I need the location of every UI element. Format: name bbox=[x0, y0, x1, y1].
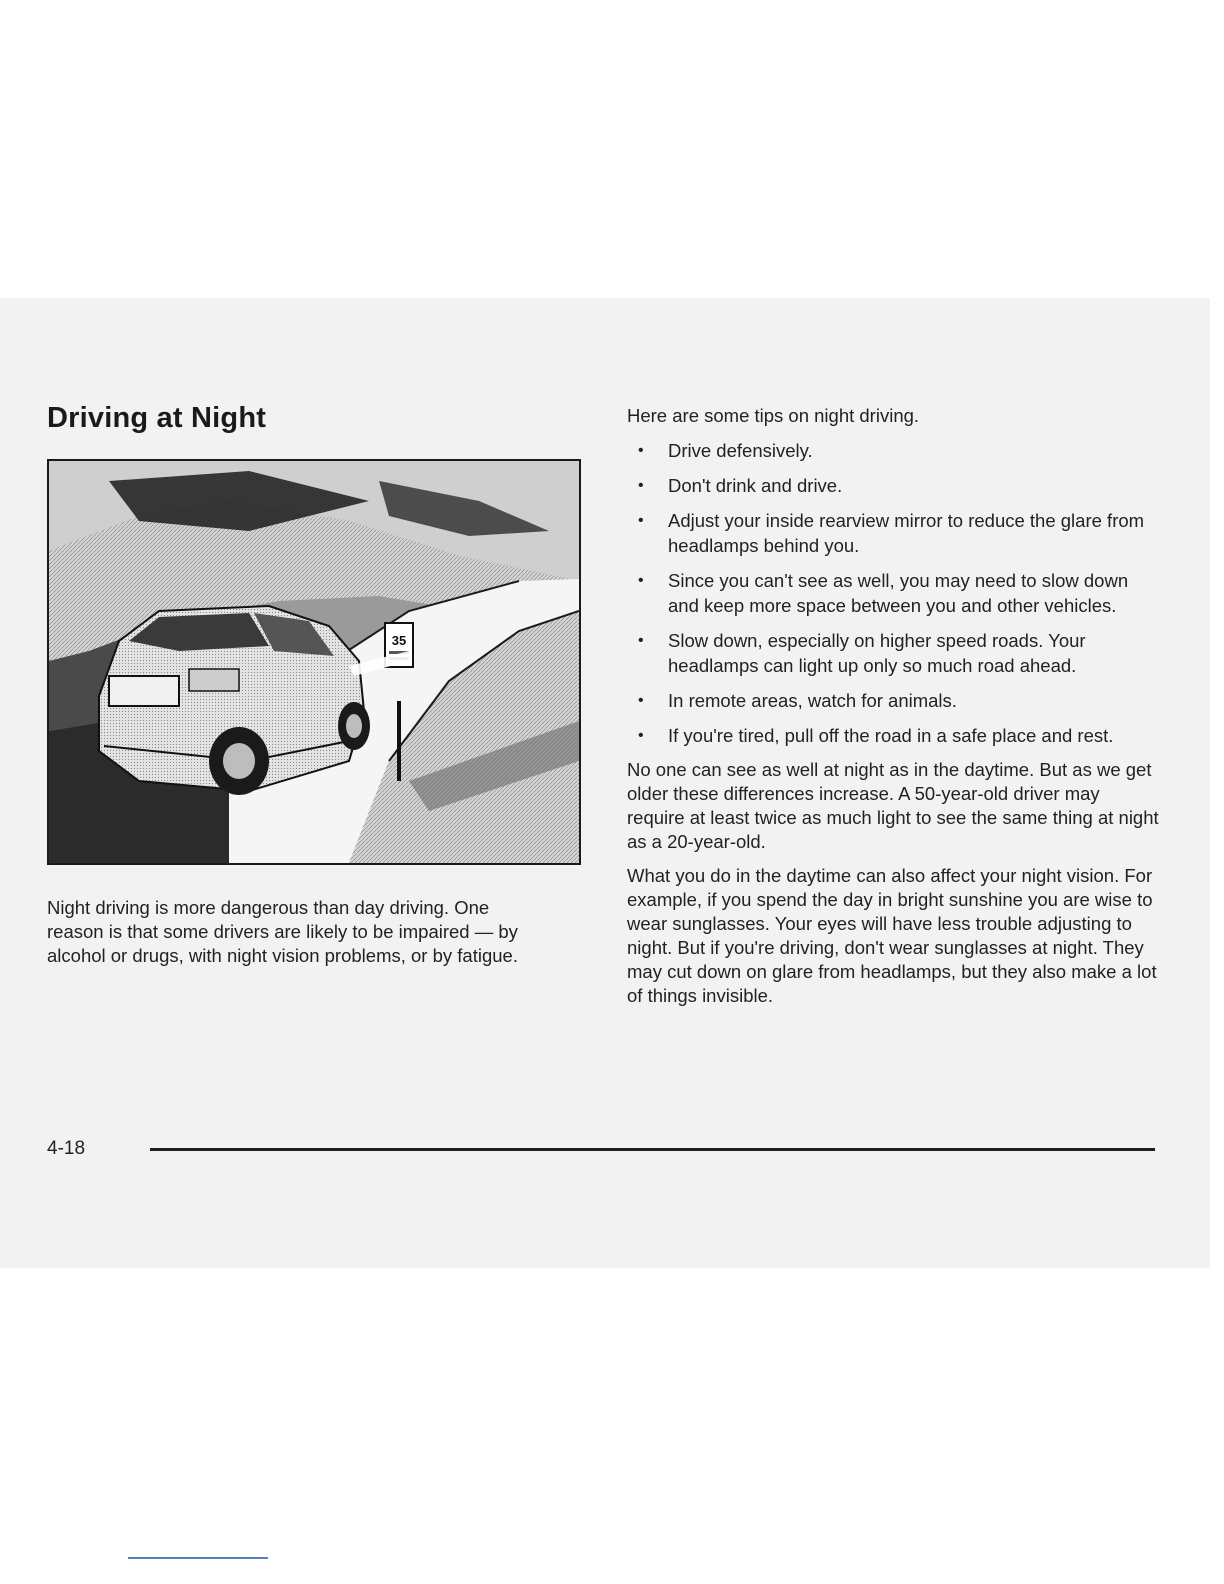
bullet-icon: • bbox=[638, 572, 644, 589]
night-driving-illustration bbox=[47, 459, 581, 865]
night-road-suv-icon bbox=[49, 461, 579, 863]
page-title: Driving at Night bbox=[47, 402, 267, 434]
intro-paragraph: Night driving is more dangerous than day driving. One reason is that some drivers are likely to be impaired — by alcohol or drugs, with night vision problems, or by fatigue. bbox=[47, 897, 518, 966]
bullet-icon: • bbox=[638, 477, 644, 494]
list-item: • Don't drink and drive. bbox=[638, 475, 843, 496]
tips-column bbox=[627, 404, 1162, 1008]
list-item: • In remote areas, watch for animals. bbox=[638, 690, 957, 711]
bottom-link-underline bbox=[128, 1557, 268, 1559]
list-item: • Adjust your inside rearview mirror to reduce the glare from headlamps behind you. bbox=[638, 510, 1145, 556]
paragraph-aging: No one can see as well at night as in the daytime. But as we get older these differences increase. A 50-year-old driver may require at least twice as much light to see the same thing at night as a 20-year-old. bbox=[627, 759, 1159, 852]
bullet-icon: • bbox=[638, 442, 644, 459]
bullet-icon: • bbox=[638, 692, 644, 709]
list-item: • If you're tired, pull off the road in a safe place and rest. bbox=[638, 725, 1114, 746]
list-item: • Drive defensively. bbox=[638, 440, 813, 461]
bullet-icon: • bbox=[638, 512, 644, 529]
tips-list bbox=[627, 438, 1162, 748]
speed-limit-sign: 35 bbox=[391, 633, 407, 648]
footer-rule bbox=[150, 1148, 1155, 1151]
paragraph-daytime: What you do in the daytime can also affect your night vision. For example, if you spend the day in bright sunshine you are wise to wear sunglasses. Your eyes will have less trouble adjusting to night. But if you're driving, don't wear sunglasses at night. They may cut down on glare from headlamps, but they also make a lot of things invisible. bbox=[627, 865, 1157, 1006]
list-item: • Slow down, especially on higher speed roads. Your headlamps can light up only so much road ahead. bbox=[638, 630, 1086, 676]
list-item: • Since you can't see as well, you may need to slow down and keep more space between you and other vehicles. bbox=[638, 570, 1129, 616]
page-number: 4-18 bbox=[47, 1138, 86, 1159]
bullet-icon: • bbox=[638, 727, 644, 744]
bullet-icon: • bbox=[638, 632, 644, 649]
tips-heading: Here are some tips on night driving. bbox=[627, 405, 920, 426]
